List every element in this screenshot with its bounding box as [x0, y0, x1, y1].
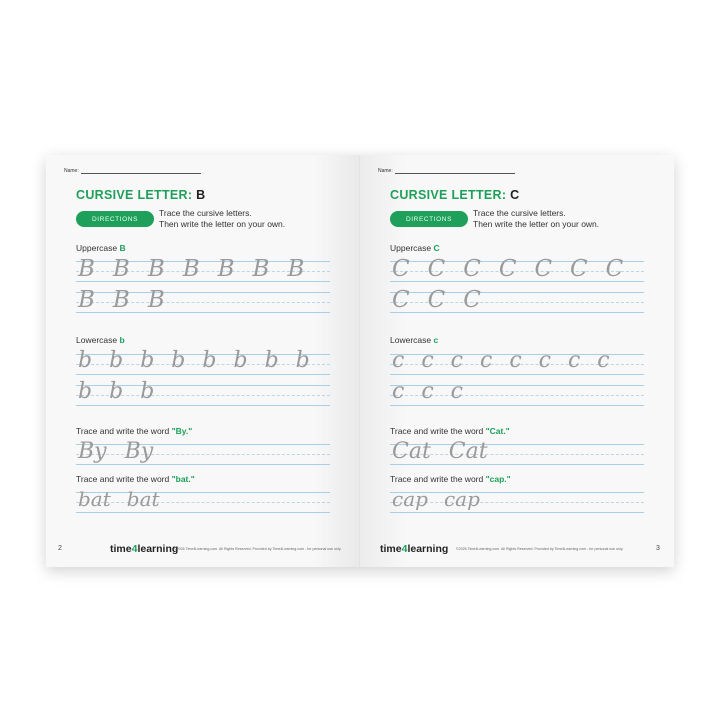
trace-glyph: B — [78, 287, 95, 313]
directions-line-2: Then write the letter on your own. — [473, 219, 600, 229]
uppercase-trace-row-2 — [392, 287, 644, 313]
trace-glyph: c — [392, 379, 405, 404]
name-label: Name: — [64, 168, 79, 174]
trace-glyph: B — [147, 256, 165, 282]
trace-glyph: b — [78, 379, 93, 404]
copyright-text: ©2026 Time4Learning.com. All Rights Reserved. Provided by Time4Learning.com - for personal use only. — [456, 547, 624, 551]
trace-glyph: b — [233, 348, 248, 373]
page-title — [390, 188, 519, 202]
trace-glyph: c — [421, 348, 434, 373]
lowercase-label — [390, 335, 438, 345]
time4learning-logo — [380, 543, 448, 555]
trace-glyph: c — [450, 348, 463, 373]
trace-glyph: By — [78, 439, 107, 464]
word1-label — [76, 426, 192, 436]
trace-glyph: cap — [392, 487, 428, 511]
page-title — [76, 188, 205, 202]
trace-glyph: c — [509, 348, 522, 373]
trace-glyph: b — [78, 348, 93, 373]
name-label: Name: — [378, 168, 393, 174]
logo-number: 4 — [401, 543, 408, 555]
trace-glyph: c — [479, 348, 493, 373]
workbook-spread — [46, 155, 674, 567]
uppercase-trace-row-1 — [78, 256, 330, 282]
trace-glyph: Cat — [448, 439, 488, 464]
trace-glyph: C — [463, 287, 481, 313]
directions-line-2: Then write the letter on your own. — [159, 219, 286, 229]
trace-glyph: C — [605, 256, 624, 282]
logo-suffix: learning — [137, 543, 179, 555]
trace-glyph: b — [295, 348, 310, 373]
page-number: 3 — [656, 545, 660, 552]
trace-glyph: b — [109, 379, 124, 404]
trace-glyph: C — [463, 256, 481, 282]
trace-glyph: C — [427, 287, 446, 313]
uppercase-label — [390, 243, 440, 253]
word1-trace-row — [392, 439, 644, 464]
directions-line-1: Trace the cursive letters. — [159, 208, 252, 218]
trace-glyph: b — [140, 379, 155, 404]
trace-glyph: b — [202, 348, 217, 373]
name-line — [81, 169, 201, 174]
word1-label — [390, 426, 510, 436]
word2-prefix: Trace and write the word — [76, 474, 172, 484]
word2-label — [390, 474, 511, 484]
uppercase-label-letter: C — [433, 243, 440, 253]
trace-glyph: cap — [443, 487, 480, 511]
word1-prefix: Trace and write the word — [76, 426, 172, 436]
directions-text — [473, 208, 599, 230]
trace-glyph: c — [450, 379, 463, 404]
trace-glyph: C — [534, 256, 553, 282]
directions-text — [159, 208, 285, 230]
trace-glyph: bat — [78, 487, 111, 511]
word2-word: "bat." — [171, 474, 195, 484]
right-page — [360, 155, 674, 567]
logo-prefix: time — [380, 543, 402, 555]
left-page — [46, 155, 360, 567]
page-number: 2 — [58, 545, 62, 552]
title-prefix: CURSIVE LETTER: — [390, 188, 507, 202]
trace-glyph: c — [392, 348, 405, 373]
word2-prefix: Trace and write the word — [390, 474, 486, 484]
lowercase-trace-row-1 — [392, 348, 644, 373]
word1-word: "By." — [171, 426, 193, 436]
trace-glyph: C — [498, 256, 517, 282]
trace-glyph: B — [287, 256, 305, 282]
word1-trace-row — [78, 439, 330, 464]
word2-label — [76, 474, 195, 484]
word2-word: "cap." — [485, 474, 511, 484]
logo-number: 4 — [131, 543, 138, 555]
title-letter: B — [196, 188, 206, 202]
directions-line-1: Trace the cursive letters. — [473, 208, 566, 218]
trace-glyph: b — [109, 348, 124, 373]
lowercase-label-text: Lowercase — [76, 335, 118, 345]
uppercase-label-text: Uppercase — [390, 243, 432, 253]
trace-glyph: By — [124, 439, 154, 464]
uppercase-label — [76, 243, 126, 253]
trace-glyph: c — [567, 348, 581, 373]
trace-glyph: c — [597, 348, 610, 373]
trace-glyph: c — [538, 348, 551, 373]
directions-badge: DIRECTIONS — [76, 211, 154, 227]
uppercase-label-text: Uppercase — [76, 243, 118, 253]
trace-glyph: B — [147, 287, 165, 313]
title-letter: C — [510, 188, 520, 202]
trace-glyph: C — [570, 256, 588, 282]
time4learning-logo — [110, 543, 178, 555]
trace-glyph: B — [78, 256, 95, 282]
uppercase-label-letter: B — [119, 243, 126, 253]
logo-prefix: time — [110, 543, 132, 555]
uppercase-trace-row-2 — [78, 287, 330, 313]
name-field — [378, 168, 515, 174]
copyright-text: ©2026 Time4Learning.com. All Rights Reserved. Provided by Time4Learning.com - for personal use only. — [174, 547, 342, 551]
trace-glyph: B — [112, 287, 130, 313]
word2-trace-row — [392, 487, 644, 511]
word1-word: "Cat." — [485, 426, 510, 436]
trace-glyph: B — [252, 256, 270, 282]
lowercase-label-letter: c — [433, 335, 439, 345]
trace-glyph: B — [112, 256, 130, 282]
word1-prefix: Trace and write the word — [390, 426, 486, 436]
trace-glyph: C — [427, 256, 446, 282]
title-prefix: CURSIVE LETTER: — [76, 188, 193, 202]
book-spine — [359, 155, 361, 567]
trace-glyph: C — [392, 256, 410, 282]
lowercase-label-letter: b — [119, 335, 125, 345]
lowercase-label — [76, 335, 125, 345]
logo-suffix: learning — [407, 543, 449, 555]
trace-glyph: bat — [126, 487, 160, 511]
name-field — [64, 168, 201, 174]
trace-glyph: Cat — [392, 439, 431, 464]
word2-trace-row — [78, 487, 330, 511]
name-line — [395, 169, 515, 174]
lowercase-label-text: Lowercase — [390, 335, 432, 345]
uppercase-trace-row-1 — [392, 256, 644, 282]
trace-glyph: b — [264, 348, 279, 373]
lowercase-trace-row-2 — [78, 379, 330, 404]
trace-glyph: b — [171, 348, 186, 373]
directions-badge: DIRECTIONS — [390, 211, 468, 227]
trace-glyph: b — [140, 348, 155, 373]
trace-glyph: B — [217, 256, 235, 282]
lowercase-trace-row-2 — [392, 379, 644, 404]
lowercase-trace-row-1 — [78, 348, 330, 373]
trace-glyph: c — [421, 379, 434, 404]
trace-glyph: C — [392, 287, 410, 313]
trace-glyph: B — [182, 256, 200, 282]
